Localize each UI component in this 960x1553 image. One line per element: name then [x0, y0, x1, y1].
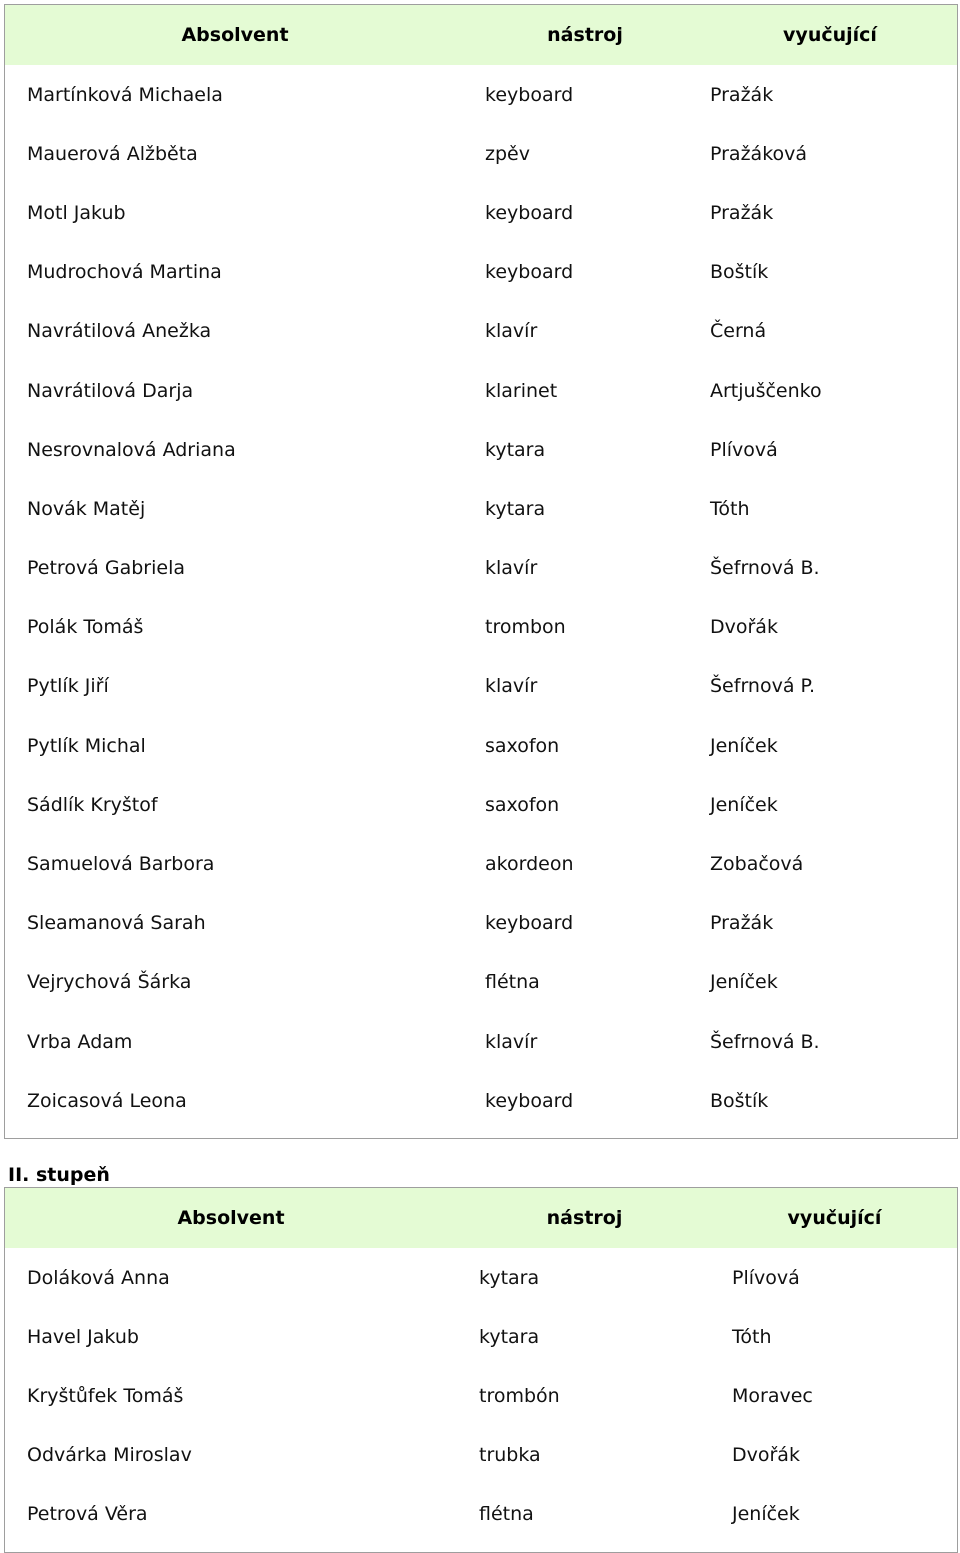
table-row	[5, 1426, 957, 1485]
graduate-name: Havel Jakub	[27, 1325, 139, 1348]
graduate-name: Odvárka Miroslav	[27, 1444, 192, 1467]
graduate-name: Zoicasová Leona	[27, 1089, 187, 1112]
graduate-name: Pytlík Michal	[27, 734, 146, 757]
instrument: kytara	[479, 1266, 540, 1289]
teacher: Tóth	[710, 497, 750, 520]
table-row	[5, 775, 957, 834]
teacher: Jeníček	[710, 734, 778, 757]
teacher: Zobačová	[710, 853, 804, 876]
teacher: Jeníček	[732, 1503, 800, 1526]
instrument: klavír	[485, 320, 538, 343]
graduate-name: Navrátilová Darja	[27, 379, 194, 402]
header-absolvent: Absolvent	[181, 24, 289, 46]
graduate-name: Vejrychová Šárka	[27, 971, 192, 994]
instrument: kytara	[485, 438, 546, 461]
teacher: Plívová	[710, 438, 778, 461]
graduate-name: Sleamanová Sarah	[27, 912, 206, 935]
table-row	[5, 1248, 957, 1307]
instrument: akordeon	[485, 853, 574, 876]
teacher: Černá	[710, 320, 767, 343]
instrument: keyboard	[485, 83, 574, 106]
teacher: Pražák	[710, 83, 774, 106]
header-nastroj: nástroj	[547, 24, 623, 46]
graduate-name: Pytlík Jiří	[27, 675, 109, 698]
table-header	[5, 1188, 957, 1248]
table-header	[5, 5, 957, 65]
instrument: trubka	[479, 1444, 541, 1467]
instrument: klarinet	[485, 379, 558, 402]
graduate-name: Mauerová Alžběta	[27, 142, 198, 165]
instrument: klavír	[485, 1030, 538, 1053]
teacher: Šefrnová B.	[710, 557, 820, 580]
teacher: Dvořák	[710, 616, 778, 639]
instrument: trombon	[485, 616, 566, 639]
table-row	[5, 65, 957, 124]
teacher: Pražák	[710, 912, 774, 935]
graduate-name: Petrová Věra	[27, 1503, 148, 1526]
graduate-name: Doláková Anna	[27, 1266, 170, 1289]
table-body	[5, 65, 957, 1138]
teacher: Boštík	[710, 1089, 769, 1112]
teacher: Artjuščenko	[710, 379, 822, 402]
table-row	[5, 124, 957, 183]
graduate-name: Petrová Gabriela	[27, 557, 185, 580]
table-row	[5, 1071, 957, 1130]
graduate-name: Martínková Michaela	[27, 83, 223, 106]
instrument: keyboard	[485, 261, 574, 284]
graduates-table-1	[4, 4, 958, 1139]
graduate-name: Novák Matěj	[27, 497, 146, 520]
teacher: Jeníček	[710, 971, 778, 994]
table-row	[5, 953, 957, 1012]
table-row	[5, 598, 957, 657]
table-row	[5, 243, 957, 302]
header-vyucujici: vyučující	[783, 24, 877, 46]
teacher: Boštík	[710, 261, 769, 284]
instrument: keyboard	[485, 201, 574, 224]
instrument: flétna	[479, 1503, 534, 1526]
table-row	[5, 716, 957, 775]
table-row	[5, 539, 957, 598]
instrument: kytara	[485, 497, 546, 520]
table-row	[5, 479, 957, 538]
graduate-name: Kryštůfek Tomáš	[27, 1384, 184, 1407]
teacher: Dvořák	[732, 1444, 800, 1467]
table-row	[5, 361, 957, 420]
graduates-table-2	[4, 1187, 958, 1553]
teacher: Tóth	[732, 1325, 772, 1348]
teacher: Plívová	[732, 1266, 800, 1289]
table-row	[5, 1307, 957, 1366]
instrument: kytara	[479, 1325, 540, 1348]
graduate-name: Sádlík Kryštof	[27, 793, 158, 816]
header-vyucujici: vyučující	[787, 1207, 882, 1229]
table-row	[5, 420, 957, 479]
teacher: Jeníček	[710, 793, 778, 816]
table-row	[5, 657, 957, 716]
graduate-name: Nesrovnalová Adriana	[27, 438, 236, 461]
instrument: keyboard	[485, 912, 574, 935]
instrument: klavír	[485, 557, 538, 580]
header-absolvent: Absolvent	[177, 1207, 285, 1229]
graduate-name: Motl Jakub	[27, 201, 126, 224]
table-row	[5, 183, 957, 242]
instrument: klavír	[485, 675, 538, 698]
teacher: Šefrnová P.	[710, 675, 816, 698]
table-row	[5, 1485, 957, 1544]
table-row	[5, 834, 957, 893]
instrument: trombón	[479, 1384, 560, 1407]
table-row	[5, 894, 957, 953]
table-body	[5, 1248, 957, 1552]
graduate-name: Vrba Adam	[27, 1030, 133, 1053]
teacher: Pražáková	[710, 142, 808, 165]
graduate-name: Navrátilová Anežka	[27, 320, 212, 343]
table-row	[5, 302, 957, 361]
teacher: Pražák	[710, 201, 774, 224]
instrument: flétna	[485, 971, 540, 994]
header-nastroj: nástroj	[546, 1207, 623, 1229]
table-row	[5, 1366, 957, 1425]
teacher: Moravec	[732, 1384, 813, 1407]
table-row	[5, 1012, 957, 1071]
instrument: keyboard	[485, 1089, 574, 1112]
instrument: saxofon	[485, 734, 560, 757]
graduate-name: Mudrochová Martina	[27, 261, 222, 284]
graduate-name: Samuelová Barbora	[27, 853, 215, 876]
teacher: Šefrnová B.	[710, 1030, 820, 1053]
instrument: saxofon	[485, 793, 560, 816]
instrument: zpěv	[485, 142, 530, 165]
section-title: II. stupeň	[8, 1164, 110, 1186]
graduate-name: Polák Tomáš	[27, 616, 144, 639]
